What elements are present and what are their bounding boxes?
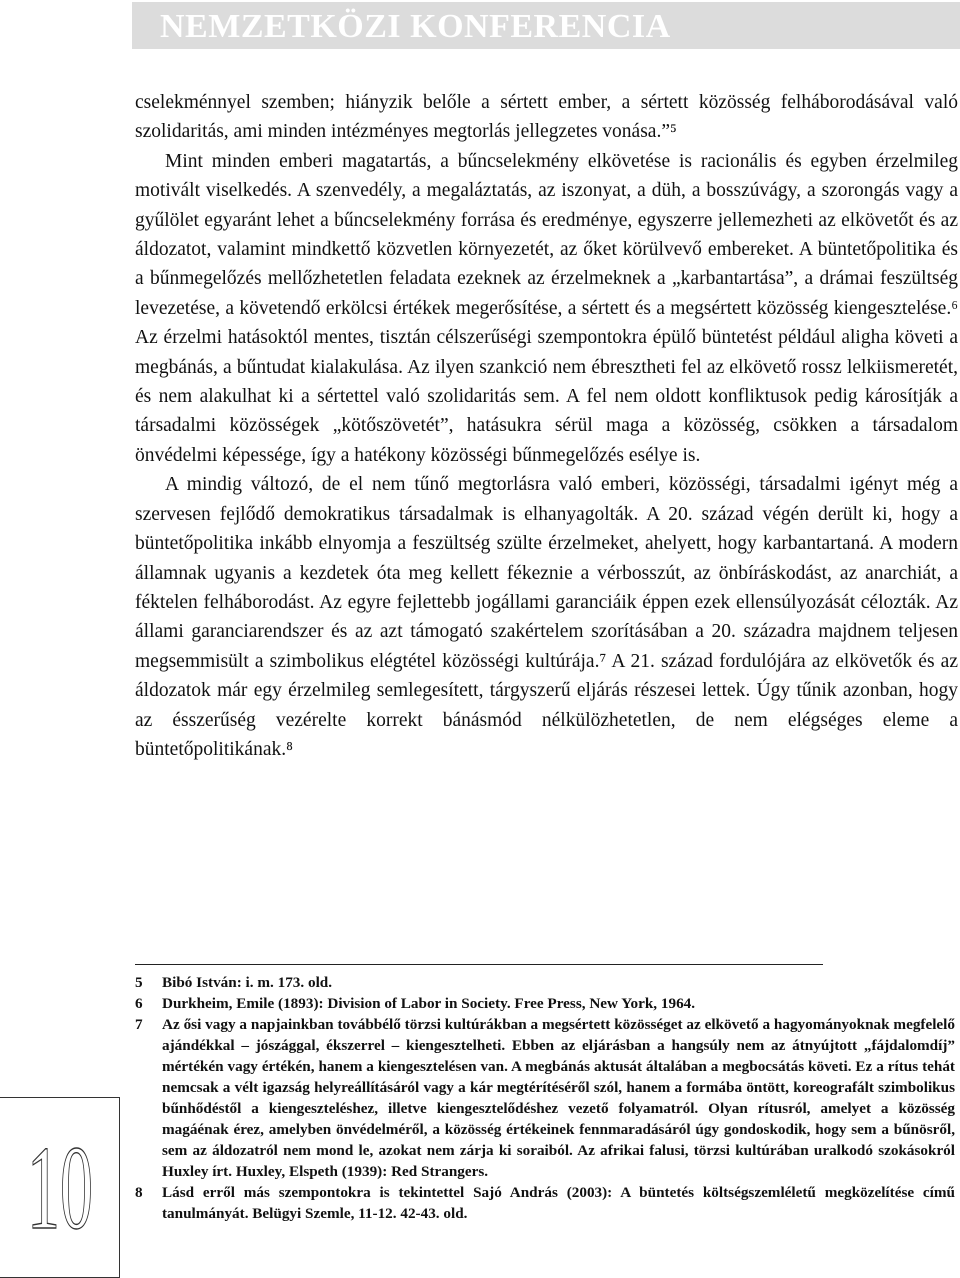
page-number: 10 [27,1121,93,1254]
footnote [135,993,955,1014]
footnote-number: 7 [135,1016,143,1033]
footnote [135,1182,955,1224]
footnote-text: Az ősi vagy a napjainkban továbbélő törzsi kultúrákban a megsértett közösséget az elkövető a hagyományoknak megfelelő ajándékkal – jószággal, ékszerrel – kiengesztelheti. Ebben az eljárásban a hangsúly nem az átnyújtott „fájdalomdíj” mértékén vagy értékén, hanem a kiengesztelésen van. A megbánás aktusát általában a megbocsátás követi. Ez a rítus tehát nemcsak a vélt igazság helyreállításáról vagy a kár megtérítéséről szól, hanem a formába öntött, koreografált szimbolikus bűnhődéstől a kiengeszteléshez, illetve kiengesztelődéshez vezető folyamatról. Olyan rítusról, amelyet a közösség magáénak érez, amelyben önvédelméről, a közösség értékeinek fennmaradásáról úgy gondoskodik, hogy sem a bűnösről, sem az áldozatról nem mond le, azokat nem zárja ki soraiból. Az afrikai falusi, törzsi kultúrában uralkodó szokásokról Huxley írt. Huxley, Elspeth (1939): Red Strangers. [162,1016,955,1180]
footnotes [135,972,955,1224]
footnote-separator [135,964,823,965]
footnote-number: 6 [135,995,143,1012]
footnote-text: Durkheim, Emile (1893): Division of Labor in Society. Free Press, New York, 1964. [162,995,696,1012]
footnote [135,972,955,993]
body-text [135,88,958,764]
running-header-title: NEMZETKÖZI KONFERENCIA [160,8,671,45]
paragraph: cselekménnyel szemben; hiányzik belőle a sértett ember, a sértett közösség felháborodásával való szolidaritás, ami minden intézményes megtorlás jellegzetes vonása.”⁵ [135,92,958,143]
paragraph: Mint minden emberi magatartás, a bűncselekmény elkövetése is racionális és egyben érzelmileg motivált viselkedés. A szenvedély, a megaláztatás, az iszonyat, a düh, a bosszúvágy, a szorongás vagy a gyűlölet egyaránt lehet a bűncselekmény forrása és eredménye, egyszerre jellemezheti az elkövetőt és az áldozatot, valamint mindkettő közvetlen környezetét, az őket körülvevő embereket. A büntetőpolitika és a bűnmegelőzés mellőzhetetlen feladata ezeknek az érzelmeknek a „karbantartása”, a drámai feszültség levezetése, a követendő erkölcsi értékek megerősítése, a sértett és a megsértett közösség kiengesztelése.⁶ Az érzelmi hatásoktól mentes, tisztán célszerűségi szempontokra épülő büntetést például aligha követi a megbánás, a bűntudat kialakulása. Az ilyen szankció nem ébresztheti fel az elkövető rossz lelkiismeretét, és nem alakulhat ki a sértettel való szolidaritás sem. A fel nem oldott konfliktusok pedig károsítják a társadalmi közösségek „kötőszövetét”, hatásukra sérül maga a közösség, csökken a társadalom önvédelmi képessége, így a hatékony közösségi bűnmegelőzés esélye is. [135,150,958,466]
paragraph: A mindig változó, de el nem tűnő megtorlásra való emberi, közösségi, társadalmi igényt még a szervesen fejlődő demokratikus társadalmak is elhanyagolták. A 20. század végén derült ki, hogy a büntetőpolitika inkább elnyomja a feszültség szülte érzelmeket, ahelyett, hogy karbantartaná. A modern államnak ugyanis a kezdetek óta meg kellett fékeznie a vérbosszút, az önbíráskodást, az anarchiát, a féktelen felháborodást. Az egyre fejlettebb jogállami garanciáik éppen ezek ellensúlyozását célozták. Az állami garanciarendszer és az azt támogató szakértelem szorításában a 20. századra majdnem teljesen megsemmisült a szimbolikus elégtétel közösségi kultúrája.⁷ A 21. század fordulójára az elkövetők és az áldozatok már egy érzelmileg semlegesített, tárgyszerű eljárás részesei lettek. Úgy tűnik azonban, hogy az ésszerűség vezérelte korrekt bánásmód nélkülözhetetlen, de nem elégséges eleme a büntetőpolitikának.⁸ [135,474,958,760]
footnote-number: 5 [135,974,143,991]
footnote-text: Lásd erről más szempontokra is tekintettel Sajó András (2003): A büntetés költségszemléletű megközelítése című tanulmányát. Belügyi Szemle, 11-12. 42-43. old. [162,1184,955,1222]
footnote-number: 8 [135,1184,143,1201]
footnote-text: Bibó István: i. m. 173. old. [162,974,333,991]
footnote [135,1014,955,1182]
